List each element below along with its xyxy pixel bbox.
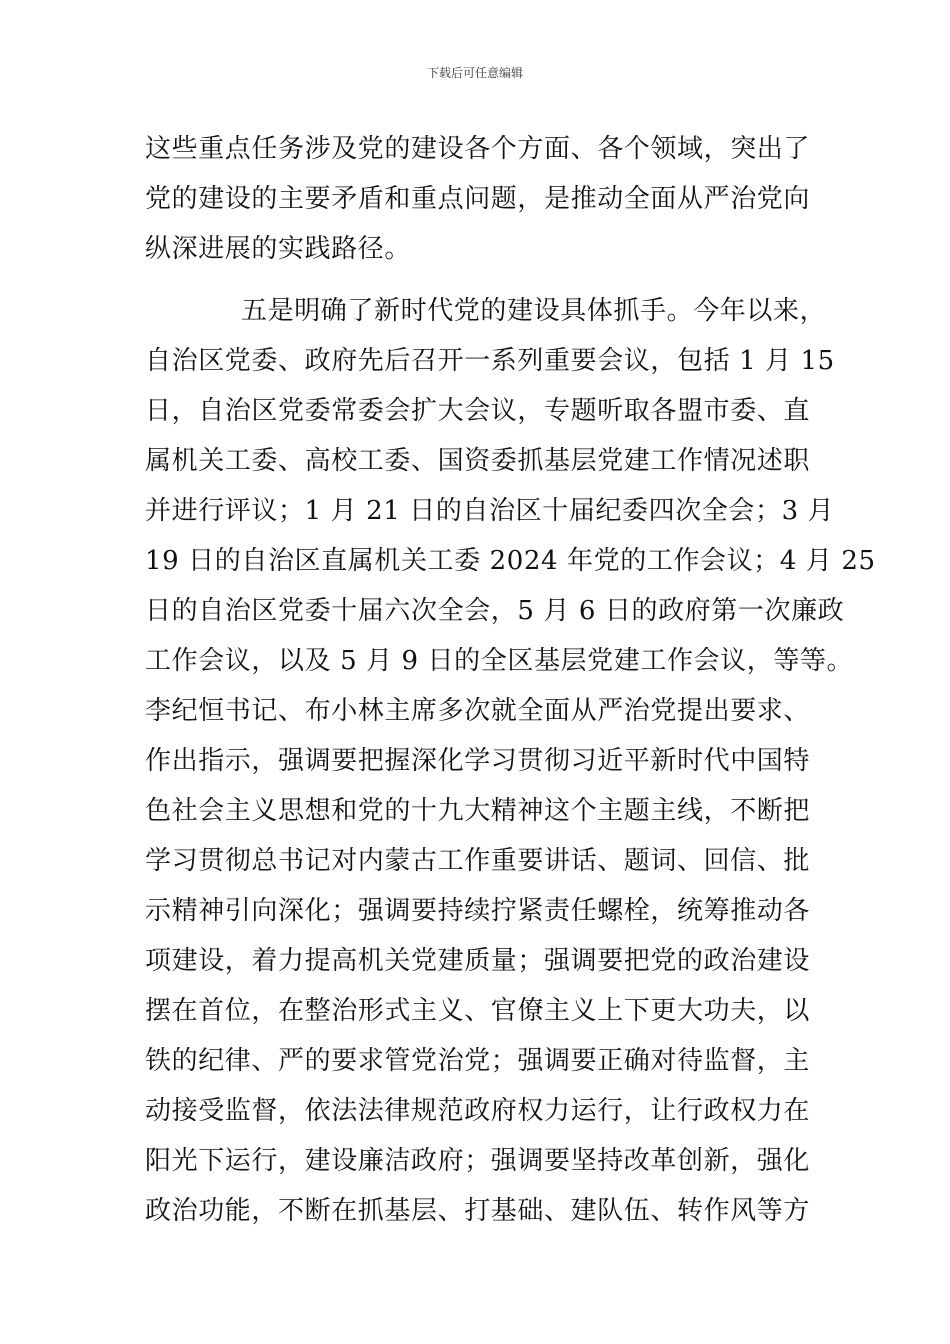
paragraph-gap bbox=[145, 274, 825, 286]
text-line: 铁的纪律、严的要求管党治党；强调要正确对待监督，主 bbox=[145, 1046, 811, 1076]
text-line: 政治功能，不断在抓基层、打基础、建队伍、转作风等方 bbox=[145, 1196, 811, 1226]
text-line: 日的自治区党委十届六次全会，5 月 6 日的政府第一次廉政 bbox=[145, 596, 845, 626]
text-line: 工作会议，以及 5 月 9 日的全区基层党建工作会议，等等。 bbox=[145, 646, 854, 676]
text-line: 日，自治区党委常委会扩大会议，专题听取各盟市委、直 bbox=[145, 396, 811, 426]
text-line: 并进行评议；1 月 21 日的自治区十届纪委四次全会；3 月 bbox=[145, 496, 835, 526]
text-line: 李纪恒书记、布小林主席多次就全面从严治党提出要求、 bbox=[145, 696, 811, 726]
text-line: 示精神引向深化；强调要持续拧紧责任螺栓，统筹推动各 bbox=[145, 896, 811, 926]
text-line: 纵深进展的实践路径。 bbox=[145, 234, 412, 264]
text-line: 学习贯彻总书记对内蒙古工作重要讲话、题词、回信、批 bbox=[145, 846, 811, 876]
text-line: 摆在首位，在整治形式主义、官僚主义上下更大功夫，以 bbox=[145, 996, 811, 1026]
document-body bbox=[145, 124, 876, 1236]
text-line: 作出指示，强调要把握深化学习贯彻习近平新时代中国特 bbox=[145, 746, 811, 776]
text-line: 属机关工委、高校工委、国资委抓基层党建工作情况述职 bbox=[145, 446, 811, 476]
text-line: 这些重点任务涉及党的建设各个方面、各个领域，突出了 bbox=[145, 134, 811, 164]
text-line: 自治区党委、政府先后召开一系列重要会议，包括 1 月 15 bbox=[145, 346, 835, 376]
text-line-first: 五是明确了新时代党的建设具体抓手。今年以来， bbox=[241, 296, 827, 326]
paragraph-2 bbox=[145, 286, 876, 1236]
text-line: 项建设，着力提高机关党建质量；强调要把党的政治建设 bbox=[145, 946, 811, 976]
text-line: 19 日的自治区直属机关工委 2024 年党的工作会议；4 月 25 bbox=[145, 546, 876, 576]
page-header: 下载后可任意编辑 bbox=[426, 66, 523, 80]
text-line: 阳光下运行，建设廉洁政府；强调要坚持改革创新，强化 bbox=[145, 1146, 811, 1176]
text-line: 动接受监督，依法法律规范政府权力运行，让行政权力在 bbox=[145, 1096, 811, 1126]
paragraph-1 bbox=[145, 124, 825, 274]
text-line: 党的建设的主要矛盾和重点问题，是推动全面从严治党向 bbox=[145, 184, 811, 214]
text-line: 色社会主义思想和党的十九大精神这个主题主线，不断把 bbox=[145, 796, 811, 826]
